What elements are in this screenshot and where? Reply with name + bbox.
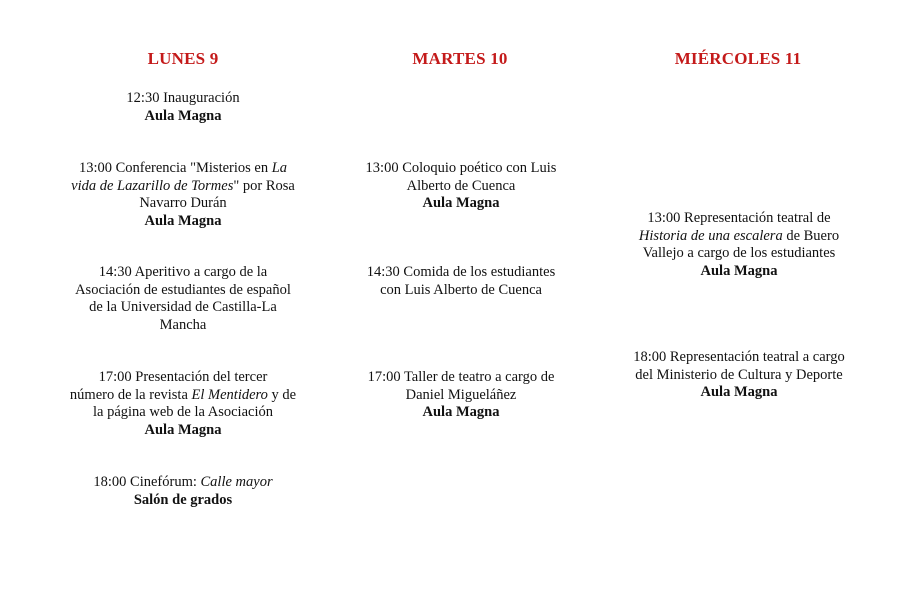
event-text: 13:00 Representación teatral de xyxy=(647,210,831,226)
event-text: Historia de una escalera de Buero xyxy=(638,227,840,244)
event-venue: Aula Magna xyxy=(144,421,222,438)
event-venue: Aula Magna xyxy=(144,212,222,229)
event-text: la página web de la Asociación xyxy=(93,404,273,420)
event-text: 12:30 Inauguración xyxy=(126,90,240,106)
event-venue: Aula Magna xyxy=(700,384,778,400)
event-text: 18:00 Representación teatral a cargo xyxy=(633,349,845,365)
event-text: Mancha xyxy=(159,316,207,333)
event-monday-aperitivo xyxy=(38,264,328,334)
event-text: número de la revista El Mentidero y de xyxy=(69,386,297,403)
event-monday-cineforum xyxy=(58,474,308,509)
event-text: 14:30 Aperitivo a cargo de la xyxy=(98,264,268,280)
event-text: 17:00 Presentación del tercer xyxy=(98,369,268,385)
event-venue: Aula Magna xyxy=(422,195,500,211)
event-text: Daniel Migueláñez xyxy=(405,386,517,403)
event-monday-inauguracion xyxy=(58,90,308,125)
event-monday-conferencia xyxy=(48,160,318,230)
event-text: Asociación de estudiantes de español xyxy=(75,281,291,298)
event-venue: Aula Magna xyxy=(700,262,778,279)
event-text: Vallejo a cargo de los estudiantes xyxy=(642,245,836,261)
event-text: con Luis Alberto de Cuenca xyxy=(380,281,542,298)
event-tuesday-coloquio xyxy=(330,160,592,213)
day-title-tuesday: MARTES 10 xyxy=(412,49,508,68)
event-venue: Salón de grados xyxy=(133,491,233,508)
day-title-wednesday: MIÉRCOLES 11 xyxy=(674,49,802,68)
event-wednesday-representacion-ministerio xyxy=(596,349,882,402)
event-tuesday-taller xyxy=(330,369,592,422)
event-text: del Ministerio de Cultura y Deporte xyxy=(635,366,843,383)
event-text: 17:00 Taller de teatro a cargo de xyxy=(367,369,555,385)
event-venue: Aula Magna xyxy=(144,107,222,124)
event-monday-presentacion xyxy=(38,369,328,439)
event-text: Alberto de Cuenca xyxy=(406,177,516,194)
event-text: Navarro Durán xyxy=(139,195,227,211)
event-text: de la Universidad de Castilla-La xyxy=(89,299,277,315)
event-text: 13:00 Conferencia "Misterios en La xyxy=(78,160,288,176)
event-text: 14:30 Comida de los estudiantes xyxy=(366,264,556,280)
event-text: 13:00 Coloquio poético con Luis xyxy=(365,160,557,176)
event-venue: Aula Magna xyxy=(422,404,500,420)
event-text: vida de Lazarillo de Tormes" por Rosa xyxy=(71,177,295,194)
event-wednesday-representacion-escalera xyxy=(596,210,882,280)
event-text: 18:00 Cinefórum: Calle mayor xyxy=(93,474,273,490)
day-title-monday: LUNES 9 xyxy=(147,49,219,68)
event-tuesday-comida xyxy=(330,264,592,299)
